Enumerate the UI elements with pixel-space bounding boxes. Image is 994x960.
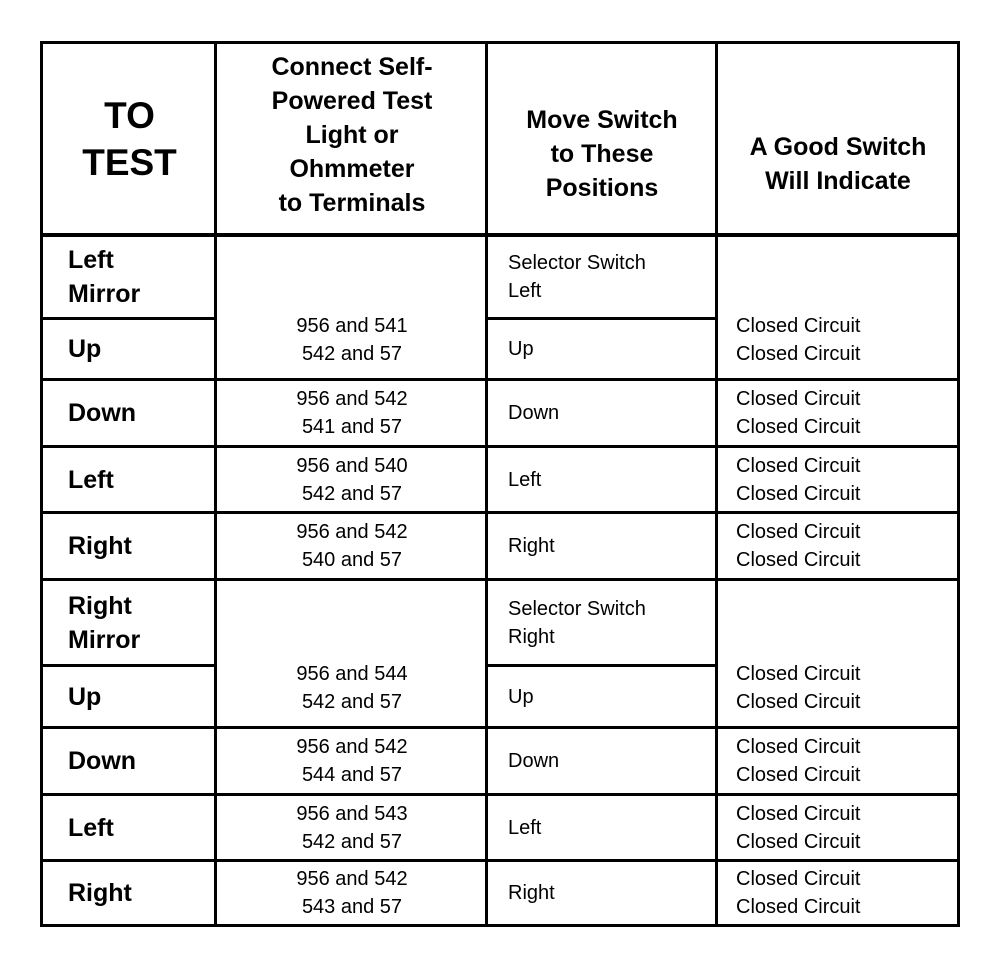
header-indicate-line: Will Indicate: [765, 167, 911, 195]
right-mirror-selector-line: Right: [508, 625, 555, 648]
header-move-line: Positions: [545, 174, 659, 202]
indicate-line: Closed Circuit: [736, 764, 861, 786]
row-divider: [43, 664, 215, 667]
header-connect-terminals: [217, 50, 487, 234]
left-mirror-selector-line: Left: [508, 280, 542, 302]
indicate-line: Closed Circuit: [736, 691, 861, 713]
row-divider: [485, 664, 717, 667]
test-left-mirror-up: Up: [68, 335, 102, 363]
terminal-pair: 956 and 542: [296, 521, 408, 543]
row-divider: [485, 317, 717, 320]
header-move-line: Move Switch: [526, 106, 678, 134]
terminal-pair: 540 and 57: [301, 549, 403, 571]
row-divider: [43, 317, 215, 320]
indicate-line: Closed Circuit: [736, 315, 861, 337]
left-mirror-selector-line: Selector Switch: [508, 252, 646, 274]
terminal-pair: 956 and 540: [296, 454, 408, 477]
header-connect-line: to Terminals: [278, 189, 426, 217]
indicate-line: Closed Circuit: [736, 482, 861, 505]
indicate-right-mirror-up: [718, 650, 958, 726]
test-left-mirror-left: Left: [68, 465, 114, 494]
header-to-test: [43, 44, 216, 234]
test-right-mirror-left: Left: [68, 813, 114, 842]
column-divider: [485, 44, 488, 924]
terminal-pair: 542 and 57: [301, 482, 403, 505]
terminals-right-mirror-up: [217, 650, 487, 726]
terminal-pair: 956 and 544: [296, 663, 408, 685]
terminals-right-mirror-right: [217, 862, 487, 924]
row-divider: [43, 445, 957, 448]
indicate-left-mirror-left: [718, 448, 958, 511]
terminals-left-mirror-left: [217, 448, 487, 511]
row-divider: [43, 578, 957, 581]
indicate-line: Closed Circuit: [736, 663, 861, 685]
row-divider: [43, 793, 957, 796]
terminals-left-mirror-down: [217, 381, 487, 445]
switch-test-table: [40, 41, 960, 927]
row-divider: [43, 859, 957, 862]
header-to-test-line: TEST: [82, 142, 177, 183]
position-right-mirror-down: Down: [508, 750, 560, 772]
test-left-mirror-right: Right: [68, 532, 132, 560]
position-left-mirror-left: Left: [508, 468, 542, 491]
column-divider: [214, 44, 217, 924]
indicate-left-mirror-down: [718, 381, 958, 445]
left-mirror-label-line: Mirror: [68, 280, 141, 308]
terminals-right-mirror-left: [217, 796, 487, 859]
header-move-switch: [488, 74, 716, 234]
test-right-mirror-right: Right: [68, 879, 132, 907]
indicate-right-mirror-right: [718, 862, 958, 924]
indicate-right-mirror-down: [718, 729, 958, 793]
position-left-mirror-right: Right: [508, 535, 555, 557]
indicate-line: Closed Circuit: [736, 416, 861, 438]
terminal-pair: 542 and 57: [301, 830, 403, 853]
indicate-line: Closed Circuit: [736, 830, 861, 853]
position-right-mirror-right: Right: [508, 882, 555, 904]
indicate-right-mirror-left: [718, 796, 958, 859]
right-mirror-selector-line: Selector Switch: [508, 597, 646, 620]
position-right-mirror-up: Up: [508, 685, 534, 708]
indicate-line: Closed Circuit: [736, 736, 861, 758]
left-mirror-label: [43, 237, 216, 317]
terminal-pair: 956 and 542: [296, 388, 408, 410]
terminal-pair: 956 and 542: [296, 736, 408, 758]
header-good-switch: [718, 94, 958, 234]
row-divider: [43, 726, 957, 729]
position-right-mirror-left: Left: [508, 816, 542, 839]
test-right-mirror-down: Down: [68, 747, 137, 775]
indicate-line: Closed Circuit: [736, 521, 861, 543]
indicate-line: Closed Circuit: [736, 343, 861, 365]
indicate-line: Closed Circuit: [736, 549, 861, 571]
header-connect-line: Light or: [305, 121, 399, 149]
header-to-test-line: TO: [104, 95, 155, 136]
indicate-left-mirror-right: [718, 514, 958, 578]
terminals-left-mirror-right: [217, 514, 487, 578]
indicate-line: Closed Circuit: [736, 388, 861, 410]
terminal-pair: 543 and 57: [301, 896, 403, 918]
test-right-mirror-up: Up: [68, 682, 102, 711]
row-divider: [43, 378, 957, 381]
header-connect-line: Connect Self-: [271, 53, 433, 81]
terminal-pair: 956 and 543: [296, 802, 408, 825]
terminals-right-mirror-down: [217, 729, 487, 793]
header-move-line: to These: [550, 140, 654, 168]
terminal-pair: 542 and 57: [301, 691, 403, 713]
indicate-line: Closed Circuit: [736, 896, 861, 918]
right-mirror-label: [43, 581, 216, 664]
test-left-mirror-down: Down: [68, 399, 137, 427]
right-mirror-label-line: Mirror: [68, 625, 141, 654]
header-connect-line: Ohmmeter: [289, 155, 415, 183]
position-left-mirror-down: Down: [508, 402, 560, 424]
right-mirror-selector: [488, 581, 716, 664]
indicate-line: Closed Circuit: [736, 454, 861, 477]
indicate-left-mirror-up: [718, 302, 958, 378]
header-connect-line: Powered Test: [271, 87, 433, 115]
position-left-mirror-up: Up: [508, 338, 534, 360]
left-mirror-selector: [488, 237, 716, 317]
left-mirror-label-line: Left: [68, 246, 114, 274]
header-indicate-line: A Good Switch: [749, 133, 927, 161]
terminal-pair: 956 and 542: [296, 868, 408, 890]
terminal-pair: 544 and 57: [301, 764, 403, 786]
indicate-line: Closed Circuit: [736, 868, 861, 890]
header-divider: [43, 233, 957, 237]
terminal-pair: 541 and 57: [301, 416, 403, 438]
terminal-pair: 542 and 57: [301, 343, 403, 365]
row-divider: [43, 511, 957, 514]
column-divider: [715, 44, 718, 924]
terminals-left-mirror-up: [217, 302, 487, 378]
terminal-pair: 956 and 541: [296, 315, 408, 337]
indicate-line: Closed Circuit: [736, 802, 861, 825]
right-mirror-label-line: Right: [68, 591, 132, 620]
